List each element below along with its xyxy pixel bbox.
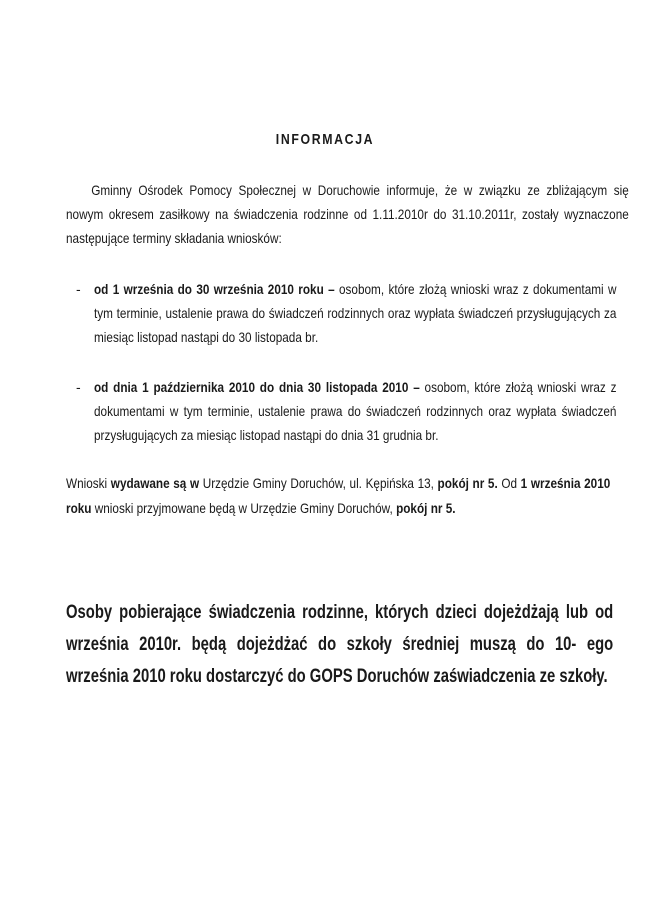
bullet-dash-2: - (76, 379, 81, 395)
notice-text-2: Urzędzie Gminy Doruchów, ul. Kępińska 13, (199, 475, 438, 491)
notice-text-1: Wnioski (66, 475, 111, 491)
notice-room-1: pokój nr 5. (437, 475, 498, 491)
notice-bold-1: wydawane są w (110, 475, 200, 491)
notice-paragraph (66, 471, 610, 521)
bullet-dash-1: - (76, 281, 81, 297)
bullet-2-period: od dnia 1 października 2010 do dnia 30 listopada 2010 – (94, 379, 420, 395)
notice-text-4: wnioski przyjmowane będą w Urzędzie Gminy Doruchów, (91, 500, 397, 516)
intro-paragraph: Gminny Ośrodek Pomocy Społecznej w Doruchowie informuje, że w związku ze zbliżającym się nowym okresem zasiłkowy na świadczenia rodzinne od 1.11.2010r do 31.10.2011r, zostały wyznaczone następujące terminy składania wniosków: (66, 182, 629, 246)
bullet-1-period: od 1 września do 30 września 2010 roku – (94, 281, 335, 297)
emphasis-paragraph: Osoby pobierające świadczenia rodzinne, których dzieci dojeżdżają lub od września 2010r. będą dojeżdżać do szkoły średniej muszą do 10- ego września 2010 roku dostarczyć do GOPS Doruchów zaświadczenia ze szkoły. (66, 601, 614, 687)
notice-room-2: pokój nr 5. (396, 500, 456, 516)
bullet-item-2 (94, 375, 616, 447)
notice-date: 1 września 2010 roku (66, 475, 611, 516)
document-title: INFORMACJA (275, 131, 375, 148)
bullet-item-1 (94, 277, 616, 349)
bullet-2-text: osobom, które złożą wnioski wraz z dokumentami w tym terminie, ustalenie prawa do świadczeń rodzinnych oraz wypłata świadczeń przysługujących za miesiąc listopad nastąpi do dnia 31 grudnia br. (94, 379, 617, 443)
bullet-1-text: osobom, które złożą wnioski wraz z dokumentami w tym terminie, ustalenie prawa do świadczeń rodzinnych oraz wypłata świadczeń przysługujących za miesiąc listopad nastąpi do 30 listopada br. (94, 281, 617, 345)
notice-text-3: Od (497, 475, 521, 491)
